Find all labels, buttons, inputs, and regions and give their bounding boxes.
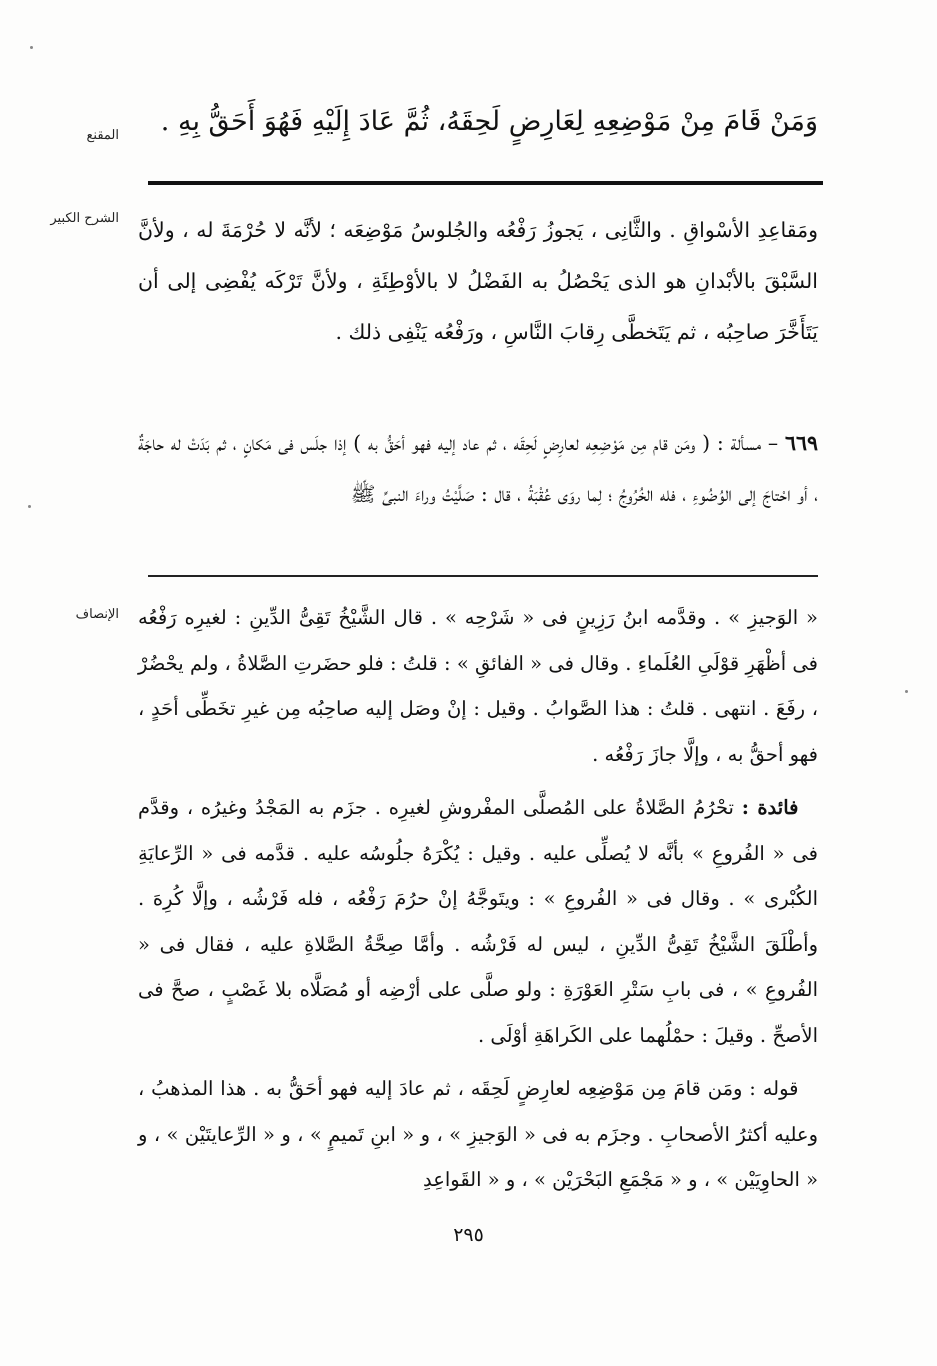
page-number: ٢٩٥	[453, 1224, 484, 1246]
sharh-section	[138, 205, 818, 358]
insaf-section	[138, 595, 818, 1203]
thick-divider	[148, 181, 823, 185]
faida-text: تحْرُمُ الصَّلاةُ على المُصلَّى المفْروشِ لغيرِه . جزَم به المَجْدُ وغيرُه ، وقدَّم فى « الفُروعِ » بأنَّه لا يُصلِّى عليه . وقيل : يُكْرَهُ جلُوسُه عليه . قدَّمه فى « الرِّعايَةِ الكُبْرى » . وقال فى « الفُروعِ » : ويتَوجَّهُ إنْ حرُمَ رَفْعُه ، فله فَرْشُه ، وإلَّا كُرِهَ . وأطْلَقَ الشَّيْخُ تَقِىُّ الدِّينِ ، ليس له فَرْشُه . وأمَّا صِحَّةُ الصَّلاةِ عليه ، فقال فى « الفُروعِ » ، فى بابِ سَتْرِ العَوْرَةِ : ولو صلَّى على أرْضِه أو مُصَلَّاه بلا غَصْبٍ ، صحَّ فى الأصحِّ . وقيلَ : حمْلُهما على الكَراهَةِ أوْلَى .	[138, 796, 818, 1047]
insaf-paragraph-3	[138, 1066, 818, 1203]
sharh-paragraph: ومَقاعِدِ الأسْواقِ . والثَّانِى ، يَجوزُ رَفْعُه والجُلوسُ مَوْضِعَه ؛ لأنَّه لا حُرْمَةَ له ، ولأنَّ السَّبْقَ بالأبْدانِ هو الذى يَحْصُلُ به الفَضْلُ لا بالأوْطِئَةِ ، ولأنَّ تَرْكَه يُفْضِى إلى أن يَتَأَخَّرَ صاحِبُه ، ثم يَتَخطَّى رِقابَ النَّاسِ ، ورَفْعُه يَنْفِى ذلك .	[138, 218, 818, 344]
masala-number: ٦٦٩	[784, 431, 818, 455]
qawluhu-text: قوله : ومَن قامَ مِن مَوْضِعِه لعارِضٍ لَحِقَه ، ثم عادَ إليه فهو أحَقُّ به . هذا المذهبُ ، وعليه أكثرُ الأصحابِ . وجزَم به فى « الوَجيزِ » ، و « ابنِ تَميمٍ » ، و « الرِّعايتَيْن » ، و « الحاوِيَيْن » ، و « مَجْمَعِ البَحْرَيْن » ، و « القَواعِدِ	[138, 1077, 818, 1191]
scan-speck	[30, 46, 33, 49]
faida-label: فائدة :	[741, 796, 799, 819]
masala-text: – مسألة : ( ومَن قام مِن مَوْضِعِه لعارِضٍ لَحِقَه ، ثم عاد إليه فهو أحَقُّ به ) إذا جلَس فى مَكانٍ ، ثم بَدَتْ له حاجَةٌ ، أو احْتاجَ إلى الوُضُوءِ ، فله الخُرُوجُ ؛ لِما روَى عُقْبَةُ ، قال : صَلَّيْتُ وراءَ النبىِّ ﷺ	[138, 431, 818, 506]
margin-label-insaf: الإنصاف	[75, 607, 119, 622]
insaf-paragraph-2	[138, 785, 818, 1058]
margin-label-sharh: الشرح الكبير	[50, 211, 119, 226]
scan-speck	[28, 505, 31, 508]
muqni-line: وَمَنْ قَامَ مِنْ مَوْضِعِهِ لِعَارِضٍ لَحِقَهُ، ثُمَّ عَادَ إِلَيْهِ فَهُوَ أَحَقُّ بِهِ .	[160, 106, 818, 137]
margin-label-muqni: المقنع	[86, 128, 119, 143]
thin-divider	[148, 575, 818, 577]
masala-section	[138, 418, 818, 520]
muqni-text	[138, 98, 818, 146]
masala-paragraph	[138, 418, 818, 520]
scan-speck	[905, 690, 908, 693]
insaf-paragraph-1: « الوَجيزِ » . وقدَّمه ابنُ رَزِينٍ فى « شَرْحِه » . قال الشَّيْخُ تَقِىُّ الدِّينِ : لغيرِه رَفْعُه فى أظْهَرِ قوْلَىِ العُلَماءِ . وقال فى « الفائقِ » : قلتُ : فلو حضَرتِ الصَّلاةُ ، ولم يحْضُرْ ، رفَعَ . انتهى . قلتُ : هذا الصَّوابُ . وقيل : إنْ وصَل إليه صاحِبُه مِن غيرِ تخَطِّى أحَدٍ ، فهو أحقُّ به ، وإلَّا جازَ رَفْعُه .	[138, 606, 819, 766]
